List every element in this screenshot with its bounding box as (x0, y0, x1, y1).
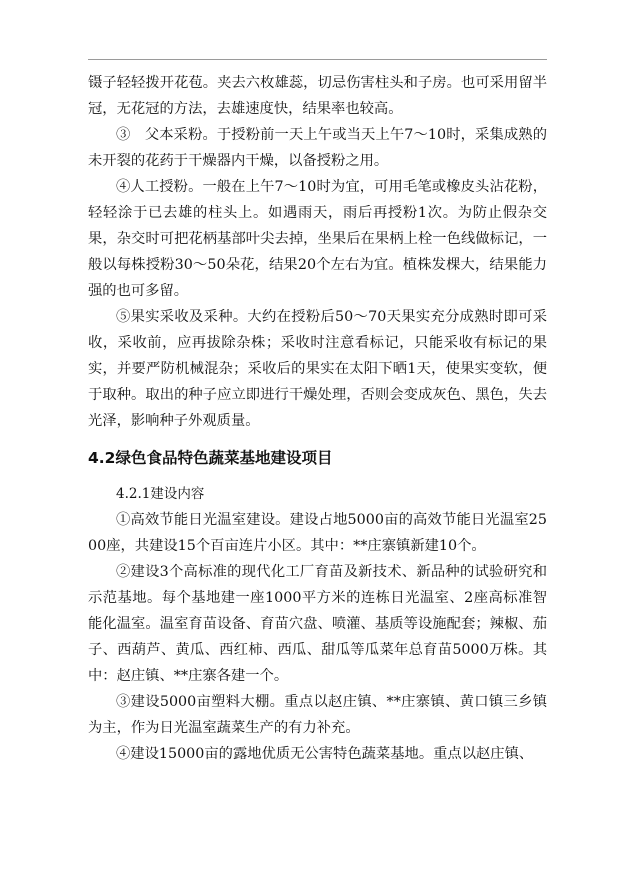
paragraph-greenhouse-construction: ①高效节能日光温室建设。建设占地5000亩的高效节能日光温室2500座，共建设15个百亩连片小区。其中：**庄寨镇新建10个。 (88, 512, 547, 554)
document-page (88, 70, 547, 767)
paragraph-plastic-greenhouses: ③建设5000亩塑料大棚。重点以赵庄镇、**庄寨镇、黄口镇三乡镇为主，作为日光温室蔬菜生产的有力补充。 (88, 694, 547, 736)
paragraph-stamen-removal: 镊子轻轻拨开花苞。夹去六枚雄蕊，切忌伤害柱头和子房。也可采用留半冠，无花冠的方法，去雄速度快，结果率也较高。 (88, 75, 547, 117)
paragraph-seedling-bases: ②建设3个高标准的现代化工厂育苗及新技术、新品种的试验研究和示范基地。每个基地建一座1000平方米的连栋日光温室、2座高标准智能化温室。温室育苗设备、育苗穴盘、喷灌、基质等设施配套；辣椒、茄子、西葫芦、黄瓜、西红柿、西瓜、甜瓜等瓜菜年总育苗5000万株。其中：赵庄镇、**庄寨各建一个。 (88, 564, 547, 684)
paragraph-artificial-pollination: ④人工授粉。一般在上午7～10时为宜，可用毛笔或橡皮头沾花粉，轻轻涂于已去雄的柱头上。如遇雨天，雨后再授粉1次。为防止假杂交果，杂交时可把花柄基部叶尖去掉，坐果后在果柄上栓一色线做标记，一般以每株授粉30～50朵花，结果20个左右为宜。植株发棵大，结果能力强的也可多留。 (88, 179, 547, 299)
paragraph-harvest-seeds: ⑤果实采收及采种。大约在授粉后50～70天果实充分成熟时即可采收，采收前，应再拔除杂株；采收时注意看标记，只能采收有标记的果实，并要严防机械混杂；采收后的果实在太阳下晒1天，使果实变软，便于取种。取出的种子应立即进行干燥处理，否则会变成灰色、黑色，失去光泽，影响种子外观质量。 (88, 309, 547, 429)
section-heading: 4.2绿色食品特色蔬菜基地建设项目 (88, 449, 333, 467)
paragraph-pollen-collection: ③ 父本采粉。于授粉前一天上午或当天上午7～10时，采集成熟的未开裂的花药于干燥器内干燥，以备授粉之用。 (88, 127, 547, 169)
subsection-heading: 4.2.1建设内容 (116, 486, 205, 502)
paragraph-open-field-base: ④建设15000亩的露地优质无公害特色蔬菜基地。重点以赵庄镇、 (116, 746, 534, 762)
header-rule (88, 59, 547, 60)
